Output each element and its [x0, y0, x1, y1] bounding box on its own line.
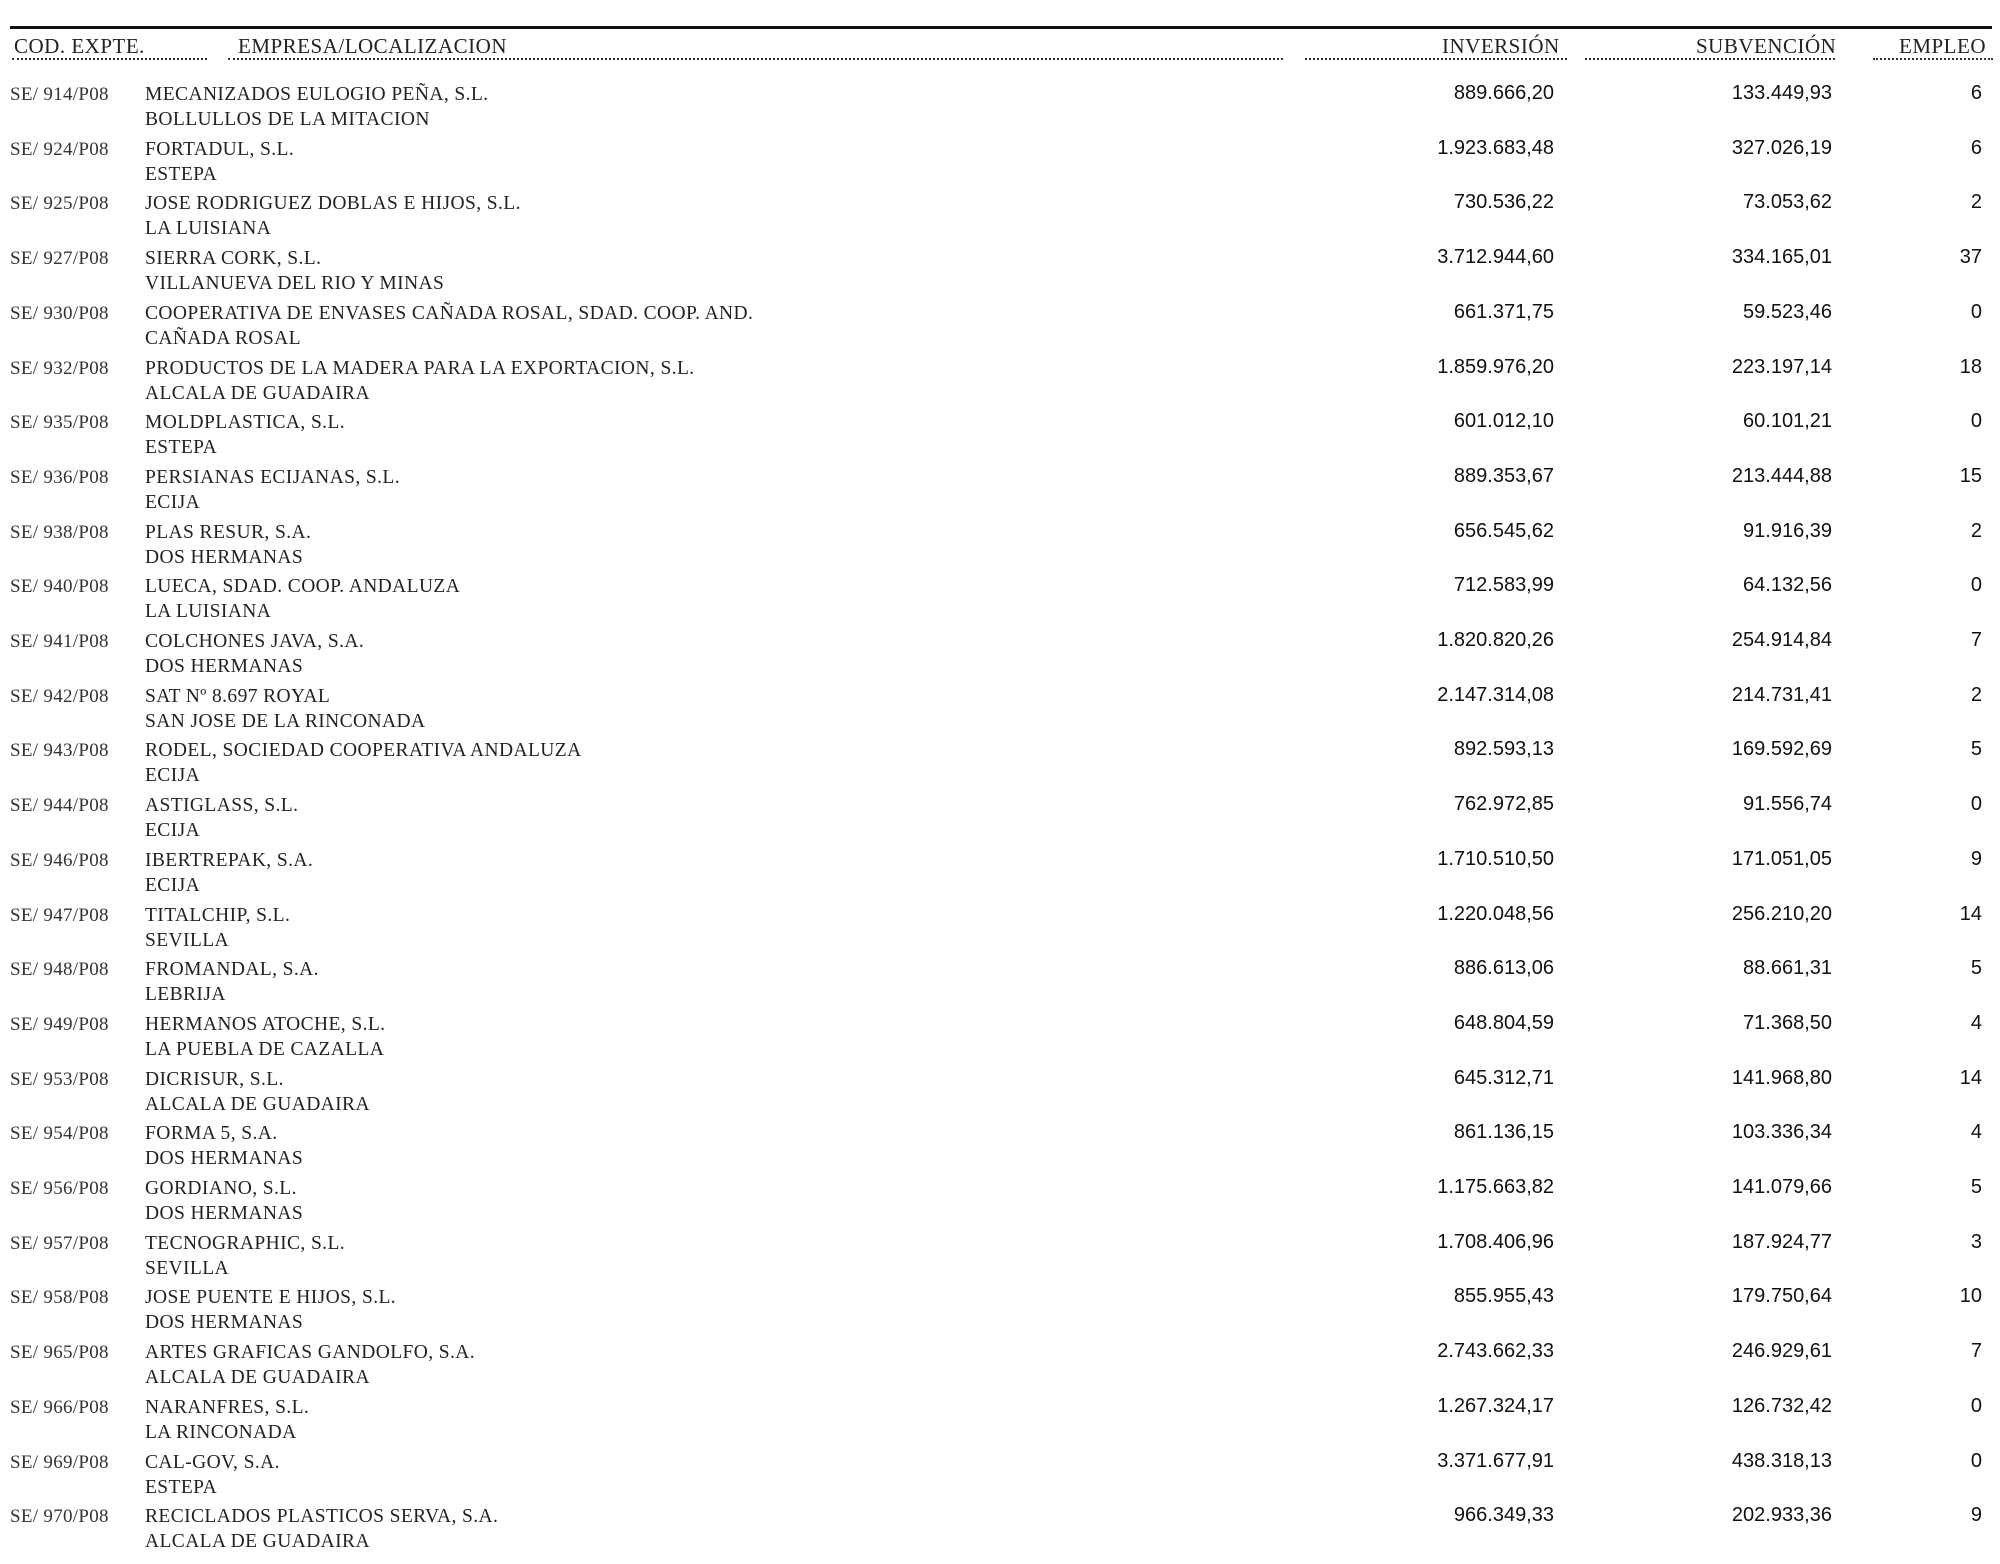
row-company: IBERTREPAK, S.A.: [145, 849, 314, 871]
row-code: SE/ 944/P08: [10, 795, 109, 817]
row-inversion: 656.545,62: [1453, 519, 1554, 542]
row-subvencion: 171.051,05: [1731, 847, 1832, 870]
row-inversion: 2.147.314,08: [1437, 683, 1554, 706]
row-inversion: 712.583,99: [1453, 574, 1554, 597]
table-row: [0, 80, 2000, 134]
row-empleo: 7: [1970, 1340, 1982, 1363]
row-empleo: 9: [1970, 847, 1982, 870]
row-subvencion: 133.449,93: [1731, 82, 1832, 104]
row-code: SE/ 941/P08: [10, 631, 109, 652]
row-company: NARANFRES, S.L.: [145, 1396, 310, 1418]
row-company: JOSE RODRIGUEZ DOBLAS E HIJOS, S.L.: [145, 193, 521, 215]
table-row: [0, 955, 2000, 1009]
row-locality: ECIJA: [145, 491, 201, 513]
row-locality: DOS HERMANAS: [145, 656, 304, 677]
row-company: PLAS RESUR, S.A.: [145, 521, 312, 543]
row-locality: ESTEPA: [145, 1476, 218, 1498]
header-subvencion-underline: [1585, 58, 1835, 60]
row-subvencion: 103.336,34: [1731, 1121, 1832, 1144]
row-locality: ALCALA DE GUADAIRA: [145, 382, 370, 404]
header-cod-underline: [12, 58, 207, 60]
row-subvencion: 71.368,50: [1743, 1011, 1832, 1034]
header-empresa: EMPRESA/LOCALIZACION: [238, 34, 508, 58]
row-company: SIERRA CORK, S.L.: [145, 248, 322, 270]
table-row: [0, 1393, 2000, 1447]
row-inversion: 762.972,85: [1453, 793, 1554, 816]
row-empleo: 9: [1970, 1504, 1982, 1527]
row-empleo: 3: [1970, 1230, 1982, 1253]
row-subvencion: 88.661,31: [1743, 957, 1832, 980]
header-empleo: EMPLEO: [1899, 34, 1986, 58]
table-row: [0, 627, 2000, 681]
row-inversion: 661.371,75: [1453, 300, 1554, 323]
row-inversion: 648.804,59: [1453, 1011, 1554, 1034]
row-empleo: 5: [1970, 957, 1982, 980]
row-subvencion: 60.101,21: [1743, 410, 1832, 433]
table-row: [0, 1283, 2000, 1337]
row-subvencion: 246.929,61: [1731, 1340, 1832, 1363]
table-row: [0, 299, 2000, 353]
row-empleo: 10: [1959, 1285, 1982, 1308]
row-company: TITALCHIP, S.L.: [145, 904, 291, 926]
row-locality: ESTEPA: [145, 437, 218, 459]
row-empleo: 37: [1959, 246, 1982, 269]
row-empleo: 6: [1970, 82, 1982, 104]
row-code: SE/ 969/P08: [10, 1451, 109, 1473]
row-code: SE/ 936/P08: [10, 466, 109, 488]
row-empleo: 0: [1970, 1394, 1982, 1417]
row-locality: LA PUEBLA DE CAZALLA: [145, 1038, 385, 1060]
row-inversion: 2.743.662,33: [1437, 1340, 1554, 1363]
table-row: [0, 408, 2000, 462]
row-empleo: 2: [1970, 683, 1982, 706]
row-code: SE/ 966/P08: [10, 1396, 109, 1418]
row-locality: ALCALA DE GUADAIRA: [145, 1531, 370, 1553]
row-code: SE/ 957/P08: [10, 1232, 109, 1254]
row-code: SE/ 930/P08: [10, 302, 109, 324]
row-code: SE/ 924/P08: [10, 138, 109, 160]
header-empresa-underline: [228, 58, 1283, 60]
row-inversion: 892.593,13: [1453, 738, 1554, 761]
row-locality: ECIJA: [145, 765, 201, 787]
row-inversion: 3.712.944,60: [1437, 246, 1554, 269]
row-company: LUECA, SDAD. COOP. ANDALUZA: [145, 576, 461, 598]
row-code: SE/ 958/P08: [10, 1287, 109, 1309]
row-subvencion: 254.914,84: [1731, 629, 1832, 651]
row-subvencion: 91.556,74: [1743, 793, 1832, 816]
row-company: MOLDPLASTICA, S.L.: [145, 412, 346, 434]
row-locality: DOS HERMANAS: [145, 1312, 304, 1334]
row-company: FORMA 5, S.A.: [145, 1123, 278, 1145]
row-empleo: 7: [1970, 629, 1982, 651]
row-code: SE/ 938/P08: [10, 521, 109, 543]
header-cod-expte: COD. EXPTE.: [14, 34, 145, 58]
row-code: SE/ 946/P08: [10, 849, 109, 871]
row-locality: LA LUISIANA: [145, 218, 272, 240]
row-company: FROMANDAL, S.A.: [145, 959, 319, 981]
row-code: SE/ 949/P08: [10, 1013, 109, 1035]
table-row: [0, 1065, 2000, 1119]
row-empleo: 4: [1970, 1121, 1982, 1144]
header-subvencion: SUBVENCIÓN: [1696, 34, 1837, 58]
row-subvencion: 187.924,77: [1731, 1230, 1832, 1253]
row-inversion: 1.267.324,17: [1437, 1394, 1554, 1417]
row-inversion: 730.536,22: [1453, 191, 1554, 214]
table-row: [0, 1174, 2000, 1228]
row-code: SE/ 947/P08: [10, 904, 109, 926]
row-empleo: 5: [1970, 738, 1982, 761]
row-subvencion: 141.968,80: [1731, 1066, 1832, 1089]
row-locality: DOS HERMANAS: [145, 1148, 304, 1170]
row-inversion: 1.820.820,26: [1437, 629, 1554, 651]
table-row: [0, 135, 2000, 189]
row-company: PRODUCTOS DE LA MADERA PARA LA EXPORTACION, S.L.: [145, 357, 695, 379]
row-company: TECNOGRAPHIC, S.L.: [145, 1232, 346, 1254]
row-subvencion: 91.916,39: [1743, 519, 1832, 542]
header-inversion: INVERSIÓN: [1442, 34, 1560, 58]
row-empleo: 4: [1970, 1011, 1982, 1034]
row-locality: ESTEPA: [145, 163, 218, 185]
row-locality: ECIJA: [145, 874, 201, 896]
row-company: PERSIANAS ECIJANAS, S.L.: [145, 466, 401, 488]
table-row: [0, 1010, 2000, 1064]
row-code: SE/ 943/P08: [10, 740, 109, 762]
row-company: MECANIZADOS EULOGIO PEÑA, S.L.: [145, 84, 489, 105]
row-subvencion: 169.592,69: [1731, 738, 1832, 761]
row-subvencion: 223.197,14: [1731, 355, 1832, 378]
row-subvencion: 202.933,36: [1731, 1504, 1832, 1527]
table-row: [0, 1502, 2000, 1556]
row-subvencion: 213.444,88: [1731, 464, 1832, 487]
row-locality: BOLLULLOS DE LA MITACION: [145, 109, 430, 130]
row-company: COLCHONES JAVA, S.A.: [145, 631, 365, 652]
table-row: [0, 1448, 2000, 1502]
table-row: [0, 1119, 2000, 1173]
row-code: SE/ 932/P08: [10, 357, 109, 379]
row-company: SAT Nº 8.697 ROYAL: [145, 685, 331, 707]
row-empleo: 0: [1970, 410, 1982, 433]
table-row: [0, 244, 2000, 298]
row-company: JOSE PUENTE E HIJOS, S.L.: [145, 1287, 397, 1309]
row-subvencion: 64.132,56: [1743, 574, 1832, 597]
row-code: SE/ 940/P08: [10, 576, 109, 598]
table-row: [0, 736, 2000, 790]
row-inversion: 601.012,10: [1453, 410, 1554, 433]
row-code: SE/ 925/P08: [10, 193, 109, 215]
row-company: DICRISUR, S.L.: [145, 1068, 284, 1090]
row-locality: ECIJA: [145, 820, 201, 842]
top-rule: [10, 26, 1992, 29]
table-row: [0, 791, 2000, 845]
row-locality: VILLANUEVA DEL RIO Y MINAS: [145, 273, 445, 295]
row-company: ASTIGLASS, S.L.: [145, 795, 299, 817]
row-inversion: 1.175.663,82: [1437, 1176, 1554, 1198]
row-company: COOPERATIVA DE ENVASES CAÑADA ROSAL, SDAD. COOP. AND.: [145, 302, 754, 324]
table-row: [0, 354, 2000, 408]
header-inversion-underline: [1305, 58, 1567, 60]
row-subvencion: 334.165,01: [1731, 246, 1832, 269]
table-row: [0, 1229, 2000, 1283]
row-inversion: 1.923.683,48: [1437, 136, 1554, 159]
row-code: SE/ 948/P08: [10, 959, 109, 981]
row-inversion: 1.220.048,56: [1437, 902, 1554, 925]
row-locality: DOS HERMANAS: [145, 1203, 304, 1224]
row-locality: SEVILLA: [145, 929, 230, 951]
row-code: SE/ 935/P08: [10, 412, 109, 434]
row-inversion: 1.708.406,96: [1437, 1230, 1554, 1253]
row-locality: CAÑADA ROSAL: [145, 327, 301, 349]
row-inversion: 889.666,20: [1453, 82, 1554, 104]
row-empleo: 0: [1970, 1449, 1982, 1472]
row-code: SE/ 965/P08: [10, 1342, 109, 1364]
row-code: SE/ 942/P08: [10, 685, 109, 707]
row-empleo: 14: [1959, 902, 1982, 925]
row-empleo: 2: [1970, 519, 1982, 542]
row-locality: DOS HERMANAS: [145, 546, 304, 568]
row-inversion: 1.859.976,20: [1437, 355, 1554, 378]
row-inversion: 861.136,15: [1453, 1121, 1554, 1144]
row-locality: ALCALA DE GUADAIRA: [145, 1367, 370, 1389]
row-subvencion: 141.079,66: [1731, 1176, 1832, 1198]
row-subvencion: 73.053,62: [1743, 191, 1832, 214]
row-empleo: 0: [1970, 300, 1982, 323]
row-subvencion: 214.731,41: [1731, 683, 1832, 706]
row-inversion: 1.710.510,50: [1437, 847, 1554, 870]
row-empleo: 15: [1959, 464, 1982, 487]
row-inversion: 966.349,33: [1453, 1504, 1554, 1527]
table-row: [0, 518, 2000, 572]
row-company: RECICLADOS PLASTICOS SERVA, S.A.: [145, 1506, 499, 1528]
row-company: RODEL, SOCIEDAD COOPERATIVA ANDALUZA: [145, 740, 582, 762]
row-company: CAL-GOV, S.A.: [145, 1451, 280, 1473]
row-inversion: 3.371.677,91: [1437, 1449, 1554, 1472]
table-row: [0, 189, 2000, 243]
row-empleo: 5: [1970, 1176, 1982, 1198]
table-row: [0, 901, 2000, 955]
row-locality: LA RINCONADA: [145, 1421, 297, 1443]
row-inversion: 855.955,43: [1453, 1285, 1554, 1308]
row-code: SE/ 953/P08: [10, 1068, 109, 1090]
row-code: SE/ 954/P08: [10, 1123, 109, 1145]
row-company: HERMANOS ATOCHE, S.L.: [145, 1013, 386, 1035]
header-empleo-underline: [1873, 58, 1993, 60]
row-inversion: 645.312,71: [1453, 1066, 1554, 1089]
row-locality: LEBRIJA: [145, 984, 226, 1006]
table-row: [0, 846, 2000, 900]
row-locality: LA LUISIANA: [145, 601, 272, 623]
table-row: [0, 1338, 2000, 1392]
row-inversion: 889.353,67: [1453, 464, 1554, 487]
row-subvencion: 59.523,46: [1743, 300, 1832, 323]
row-subvencion: 438.318,13: [1731, 1449, 1832, 1472]
row-code: SE/ 970/P08: [10, 1506, 109, 1528]
row-empleo: 14: [1959, 1066, 1982, 1089]
row-locality: SAN JOSE DE LA RINCONADA: [145, 710, 426, 732]
row-subvencion: 327.026,19: [1731, 136, 1832, 159]
row-empleo: 0: [1970, 793, 1982, 816]
row-locality: ALCALA DE GUADAIRA: [145, 1093, 370, 1115]
row-company: ARTES GRAFICAS GANDOLFO, S.A.: [145, 1342, 476, 1364]
row-empleo: 6: [1970, 136, 1982, 159]
row-empleo: 0: [1970, 574, 1982, 597]
row-code: SE/ 914/P08: [10, 84, 109, 105]
row-empleo: 2: [1970, 191, 1982, 214]
row-locality: SEVILLA: [145, 1257, 230, 1279]
row-subvencion: 126.732,42: [1731, 1394, 1832, 1417]
row-inversion: 886.613,06: [1453, 957, 1554, 980]
row-subvencion: 179.750,64: [1731, 1285, 1832, 1308]
row-company: GORDIANO, S.L.: [145, 1178, 297, 1199]
row-empleo: 18: [1959, 355, 1982, 378]
table-row: [0, 463, 2000, 517]
row-subvencion: 256.210,20: [1731, 902, 1832, 925]
row-company: FORTADUL, S.L.: [145, 138, 295, 160]
row-code: SE/ 956/P08: [10, 1178, 109, 1199]
row-code: SE/ 927/P08: [10, 248, 109, 270]
table-row: [0, 682, 2000, 736]
table-row: [0, 572, 2000, 626]
